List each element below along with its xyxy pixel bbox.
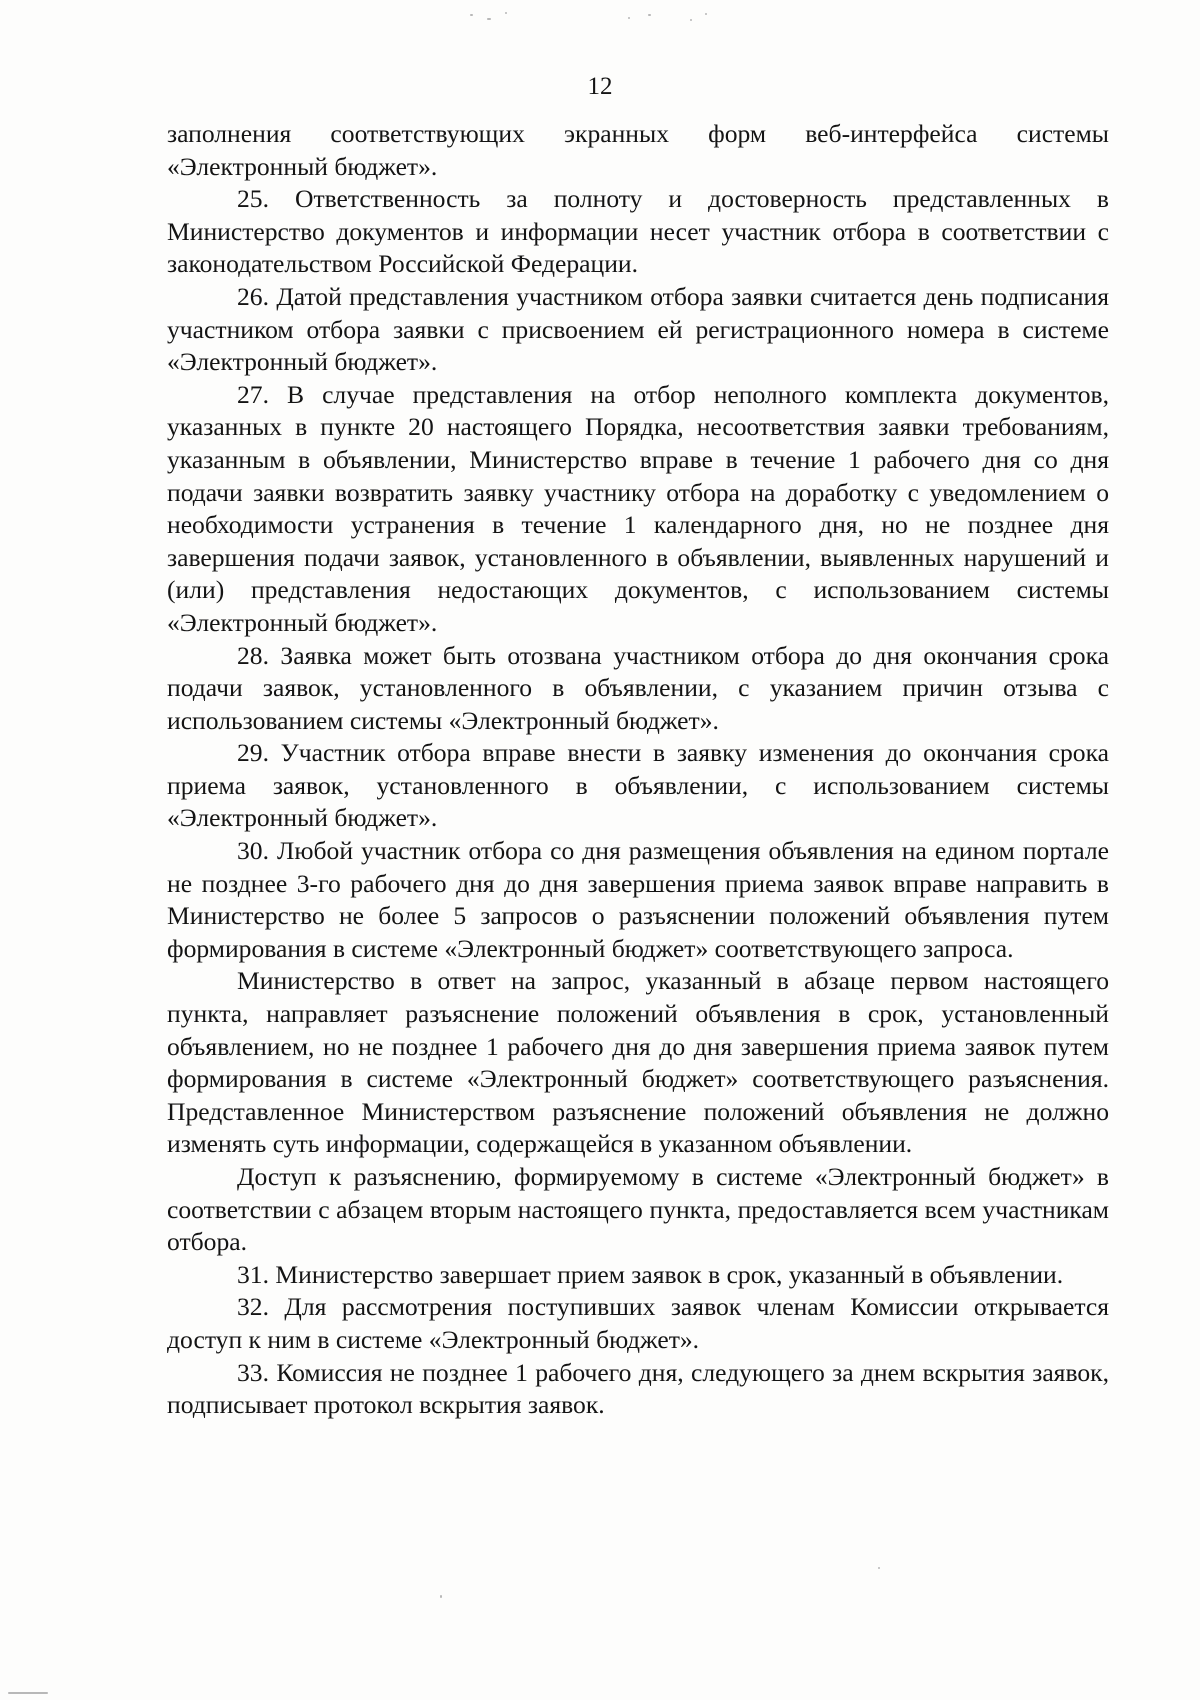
scan-speck xyxy=(878,1567,880,1569)
paragraph-27: 27. В случае представления на отбор неполного комплекта документов, указанных в пункте 20 настоящего Порядка, несоответствия заявки требованиям, указанным в объявлении, Министерство вправе в течение 1 рабочего дня со дня подачи заявки возвратить заявку участнику отбора на доработку с уведомлением о необходимости устранения в течение 1 календарного дня, но не позднее дня завершения подачи заявок, установленного в объявлении, выявленных нарушений и (или) представления недостающих документов, с использованием системы «Электронный бюджет». xyxy=(167,379,1109,637)
paragraph-25: 25. Ответственность за полноту и достоверность представленных в Министерство документов и информации несет участник отбора в соответствии с законодательством Российской Федерации. xyxy=(167,184,1109,279)
paragraph-31: 31. Министерство завершает прием заявок в срок, указанный в объявлении. xyxy=(237,1259,1064,1289)
scan-speck xyxy=(705,13,707,15)
document-body xyxy=(167,118,1109,1422)
paragraph-30: 30. Любой участник отбора со дня размещения объявления на едином портале не позднее 3-го рабочего дня до дня завершения приема заявок вправе направить в Министерство не более 5 запросов о разъяснении положений объявления путем формирования в системе «Электронный бюджет» соответствующего запроса. xyxy=(167,836,1109,963)
paragraph-32: 32. Для рассмотрения поступивших заявок членам Комиссии открывается доступ к ним в системе «Электронный бюджет». xyxy=(167,1292,1109,1354)
paragraph-33: 33. Комиссия не позднее 1 рабочего дня, следующего за днем вскрытия заявок, подписывает протокол вскрытия заявок. xyxy=(167,1357,1109,1420)
paragraph-30-second: Министерство в ответ на запрос, указанный в абзаце первом настоящего пункта, направляет разъяснение положений объявления в срок, установленный объявлением, но не позднее 1 рабочего дня до дня завершения приема заявок путем формирования в системе «Электронный бюджет» соответствующего разъяснения. Представленное Министерством разъяснение положений объявления не должно изменять суть информации, содержащейся в указанном объявлении. xyxy=(167,966,1109,1159)
paragraph-29: 29. Участник отбора вправе внести в заявку изменения до окончания срока приема заявок, установленного в объявлении, с использованием системы «Электронный бюджет». xyxy=(167,738,1109,833)
scan-speck xyxy=(628,17,630,19)
scan-speck xyxy=(8,1692,48,1694)
scan-speck xyxy=(690,19,692,21)
paragraph-30-third: Доступ к разъяснению, формируемому в системе «Электронный бюджет» в соответствии с абзацем вторым настоящего пункта, предоставляется всем участникам отбора. xyxy=(167,1162,1109,1257)
paragraph-26: 26. Датой представления участником отбора заявки считается день подписания участником отбора заявки с присвоением ей регистрационного номера в системе «Электронный бюджет». xyxy=(167,281,1109,377)
scan-speck xyxy=(648,14,651,16)
scan-speck xyxy=(470,14,473,16)
page-number: 12 xyxy=(587,73,613,100)
scan-speck xyxy=(440,1595,442,1598)
paragraph-continuation: заполнения соответствующих экранных форм веб-интерфейса системы «Электронный бюджет». xyxy=(167,119,1109,181)
paragraph-28: 28. Заявка может быть отозвана участником отбора до дня окончания срока подачи заявок, установленного в объявлении, с указанием причин отзыва с использованием системы «Электронный бюджет». xyxy=(167,640,1109,735)
scan-speck xyxy=(505,12,507,14)
scan-speck xyxy=(487,18,491,20)
